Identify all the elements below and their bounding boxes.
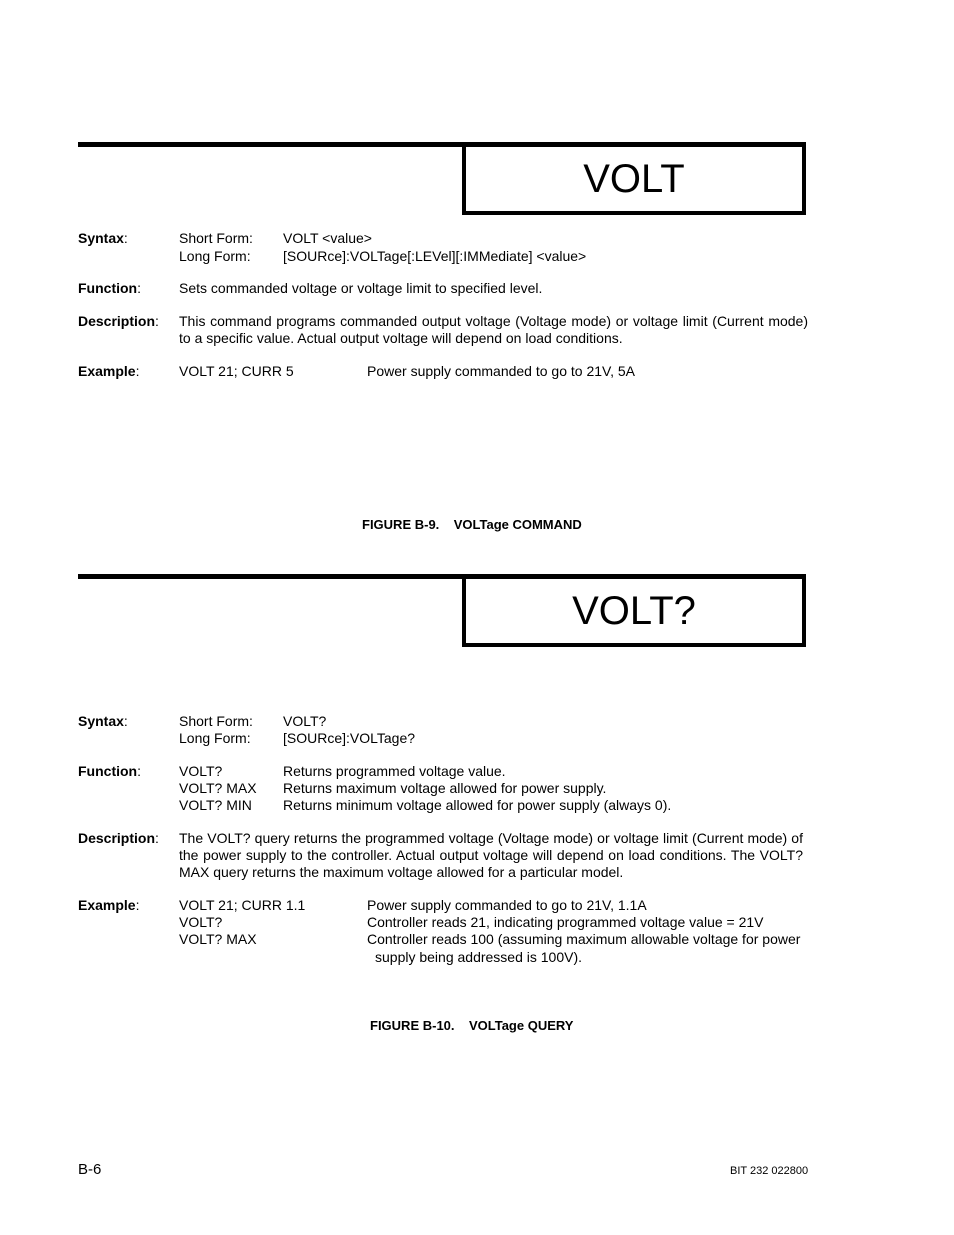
s1-short-form-value: VOLT <value> xyxy=(283,230,372,246)
figure-b10-caption: FIGURE B-10. VOLTage QUERY xyxy=(370,1018,574,1033)
s2-description-text: The VOLT? query returns the programmed voltage (Voltage mode) or voltage limit (Current mode) of the power supply to the controller. Actual output voltage will depend on load conditions. The VOLT?MAX query returns the maximum voltage allowed for a particular model. xyxy=(179,830,803,880)
s2-function-desc: Returns minimum voltage allowed for power supply (always 0). xyxy=(283,797,672,813)
s1-long-form-label: Long Form: xyxy=(179,248,251,264)
s2-example-cmd: VOLT? xyxy=(179,914,223,930)
section2-title: VOLT? xyxy=(462,575,806,647)
s2-function-cmd: VOLT? MAX xyxy=(179,780,257,796)
s2-example-cmd: VOLT 21; CURR 1.1 xyxy=(179,897,306,913)
section1-title: VOLT xyxy=(462,143,806,215)
s1-short-form-label: Short Form: xyxy=(179,230,253,246)
s1-function-text: Sets commanded voltage or voltage limit to specified level. xyxy=(179,280,543,296)
s2-long-form-label: Long Form: xyxy=(179,730,251,746)
s2-example-result: Power supply commanded to go to 21V, 1.1A xyxy=(367,897,647,913)
s2-example-result: Controller reads 21, indicating programmed voltage value = 21V xyxy=(367,914,764,930)
s1-description-text: This command programs commanded output voltage (Voltage mode) or voltage limit (Current mode) to a specific value. Actual output voltage will depend on load conditions. xyxy=(179,313,808,346)
s2-function-desc: Returns programmed voltage value. xyxy=(283,763,506,779)
s1-example-label: Example: xyxy=(78,363,140,379)
s2-function-cmd: VOLT? MIN xyxy=(179,797,252,813)
s2-long-form-value: [SOURce]:VOLTage? xyxy=(283,730,416,746)
s2-short-form-label: Short Form: xyxy=(179,713,253,729)
s2-example-label: Example: xyxy=(78,897,140,913)
s1-description-label: Description: xyxy=(78,313,159,329)
s1-example-result: Power supply commanded to go to 21V, 5A xyxy=(367,363,635,379)
s1-function-label: Function: xyxy=(78,280,141,296)
s1-example-cmd: VOLT 21; CURR 5 xyxy=(179,363,294,379)
s2-description-label: Description: xyxy=(78,830,159,846)
s2-example-cmd: VOLT? MAX xyxy=(179,931,257,947)
s2-example-continuation: supply being addressed is 100V). xyxy=(375,949,583,965)
s2-example-result: Controller reads 100 (assuming maximum allowable voltage for power xyxy=(367,931,801,947)
s2-syntax-label: Syntax: xyxy=(78,713,128,729)
figure-b9-caption: FIGURE B-9. VOLTage COMMAND xyxy=(362,517,582,532)
s1-syntax-label: Syntax: xyxy=(78,230,128,246)
doc-code: BIT 232 022800 xyxy=(730,1165,809,1177)
s2-function-label: Function: xyxy=(78,763,141,779)
s2-function-desc: Returns maximum voltage allowed for power supply. xyxy=(283,780,607,796)
s2-function-cmd: VOLT? xyxy=(179,763,223,779)
s1-long-form-value: [SOURce]:VOLTage[:LEVel][:IMMediate] <value> xyxy=(283,248,587,264)
s2-short-form-value: VOLT? xyxy=(283,713,327,729)
page-number: B-6 xyxy=(78,1161,102,1178)
